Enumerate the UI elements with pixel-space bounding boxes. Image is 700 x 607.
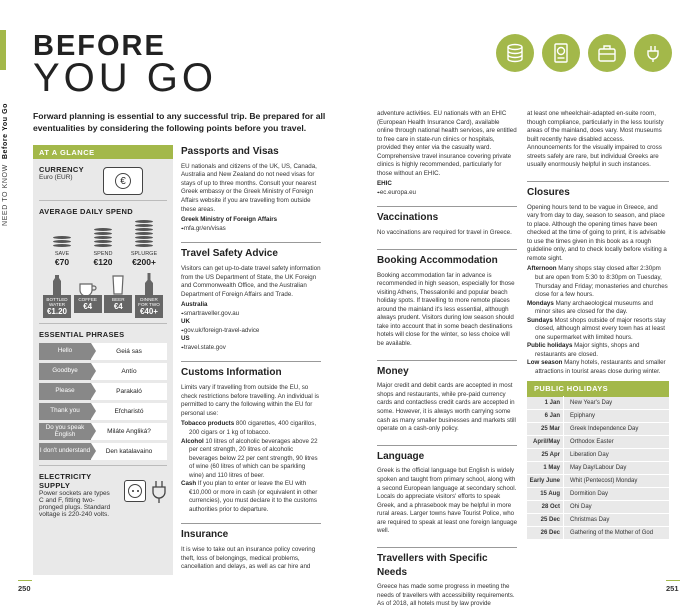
closure-label: Sundays (527, 316, 553, 324)
holiday-date: 28 Oct (541, 503, 560, 510)
cost-water (43, 273, 71, 318)
page-title-line1: BEFORE (33, 30, 166, 62)
passports-heading: Passports and Visas (181, 146, 279, 157)
closure-label: Mondays (527, 299, 554, 307)
cost-value: €4 (113, 302, 123, 312)
holiday-row (527, 410, 669, 423)
cost-label: BEER (112, 297, 125, 302)
tobacco-label: Tobacco products (181, 420, 235, 428)
money-heading: Money (377, 360, 517, 379)
two-pin-plug-icon (151, 480, 167, 518)
coin-stack-icon (125, 220, 163, 248)
spend-label: SPEND (93, 251, 113, 257)
phrase-english: Do you speak English (39, 423, 91, 440)
euro-icon: € (115, 173, 131, 189)
holiday-row (527, 488, 669, 501)
holiday-row (527, 527, 669, 540)
phrase-row (39, 383, 167, 400)
holiday-row (527, 475, 669, 488)
at-a-glance-panel (33, 145, 173, 575)
cost-row (39, 273, 167, 318)
section-prefix: NEED TO KNOW (2, 164, 9, 226)
phrase-greek: Miláte Angliká? (91, 423, 167, 440)
closure-text: Many shops stay closed after 2:30pm but are open from 5:30 to 8:30pm on Tuesday, Thursday and Friday; monasteries and churches close for a few hours. (535, 265, 668, 299)
insurance-heading: Insurance (181, 523, 321, 542)
insurance-body: It is wise to take out an insurance policy covering theft, loss of belongings, medical problems, cancellation and delays, as well as car hire and (181, 546, 316, 571)
holiday-row (527, 449, 669, 462)
phrase-english: Thank you (39, 403, 91, 420)
page-rule-left (18, 580, 32, 581)
holiday-date: 26 Dec (540, 529, 560, 536)
phrase-greek: Parakaló (91, 383, 167, 400)
closure-label: Public holidays (527, 342, 573, 350)
currency-title: CURRENCY (39, 165, 84, 174)
phrase-english: I don't understand (39, 443, 91, 460)
intro-text: Forward planning is essential to any successful trip. Be prepared for all eventualities by considering the following points before you travel. (33, 111, 326, 134)
page-title-line2: YOU GO (33, 56, 218, 100)
holiday-date: 1 May (543, 464, 560, 471)
at-a-glance-header: AT A GLANCE (33, 145, 173, 159)
safety-country: US (181, 335, 190, 343)
closure-label: Afternoon (527, 265, 557, 273)
section-tab (0, 30, 6, 70)
tobacco-text: 800 cigarettes, 400 cigarillos, 200 cigars or 1 kg of tobacco. (189, 420, 317, 436)
cost-value: €4 (83, 302, 93, 312)
phrase-list (39, 343, 167, 460)
holiday-date: 25 Dec (540, 516, 560, 523)
page-rule-right (666, 580, 680, 581)
customs-heading: Customs Information (181, 361, 321, 380)
plug-icon (634, 34, 672, 72)
holiday-date: 15 Aug (540, 490, 560, 497)
cost-label: BOTTLED WATER (46, 297, 68, 308)
spend-splurge (125, 220, 163, 267)
currency-value: Euro (EUR) (39, 174, 73, 181)
divider (39, 200, 167, 201)
phrase-row (39, 443, 167, 460)
phrase-greek: Den katalavaino (91, 443, 167, 460)
holiday-name: Gathering of the Mother of God (563, 526, 653, 539)
safety-link[interactable]: ⌖ travel.state.gov (181, 344, 321, 353)
closure-label: Low season (527, 359, 563, 367)
holiday-name: Dormition Day (563, 487, 608, 500)
water-bottle-icon (43, 273, 71, 295)
specific-needs-heading: Travellers with Specific Needs (377, 547, 517, 580)
holiday-date: Early June (529, 477, 560, 484)
vaccinations-body: No vaccinations are required for travel in Greece. (377, 229, 512, 237)
holiday-name: Orthodox Easter (563, 435, 614, 448)
spend-save (43, 236, 81, 267)
holiday-name: Epiphany (563, 409, 595, 422)
holiday-row (527, 501, 669, 514)
phrase-row (39, 363, 167, 380)
electricity-text: Power sockets are types C and F, fitting two-pronged plugs. Standard voltage is 220-240 volts. (39, 490, 111, 519)
passports-link[interactable]: ⌖ mfa.gr/en/visas (181, 225, 321, 234)
coffee-cup-icon (74, 273, 102, 295)
closure-text: Most shops outside of major resorts stay closed, although almost every town has at least one supermarket with limited hours. (535, 316, 666, 341)
electricity-section (33, 466, 173, 518)
electricity-title: ELECTRICITY SUPPLY (39, 472, 92, 491)
spend-section (33, 207, 173, 318)
holiday-row (527, 462, 669, 475)
specific-needs-body: Greece has made some progress in meeting the needs of travellers with accessibility requirements. As of 2018, all hotels must by law provide (377, 583, 515, 607)
holiday-name: Christmas Day (563, 513, 609, 526)
section-label (2, 96, 16, 226)
insurance-link[interactable]: ⌖ ec.europa.eu (377, 189, 517, 198)
holiday-name: New Year's Day (563, 396, 612, 409)
holiday-name: Greek Independence Day (563, 422, 638, 435)
safety-heading: Travel Safety Advice (181, 242, 321, 261)
spend-value: €70 (54, 257, 70, 267)
holiday-row (527, 436, 669, 449)
holiday-row (527, 514, 669, 527)
insurance-org: EHIC (377, 180, 392, 188)
phrase-greek: Efcharistó (91, 403, 167, 420)
holiday-date: 1 Jan (544, 399, 560, 406)
cost-dinner (135, 273, 163, 318)
cost-value: €40+ (139, 307, 158, 317)
alcohol-label: Alcohol (181, 437, 204, 445)
holiday-date: 6 Jan (544, 412, 560, 419)
phrase-english: Hello (39, 343, 91, 360)
column-2 (181, 145, 321, 574)
spend-value: €200+ (132, 257, 156, 267)
spend-label: SPLURGE (130, 251, 158, 257)
holiday-date: April/May (532, 438, 560, 445)
closure-text: Many archaeological museums and minor sites are closed for the day. (535, 299, 653, 316)
passports-org: Greek Ministry of Foreign Affairs (181, 216, 278, 224)
column-3 (377, 110, 517, 607)
safety-link[interactable]: ⌖ smartraveller.gov.au (181, 310, 321, 319)
banknote-icon (103, 167, 143, 195)
beer-glass-icon (104, 273, 132, 295)
spend-row (39, 220, 167, 267)
cost-label: COFFEE (78, 297, 97, 302)
coin (93, 243, 113, 248)
accommodation-body: Booking accommodation far in advance is recommended in high season, especially for those visiting Athens, Thessaloníki and popular beach holiday spots. If travelling to more remote places around the mainland it's less essential, although always prudent. Visitors during low season should take into account that in some beach destinations hotels will close for the winter, so less choice will be available. (377, 271, 515, 347)
phrase-row (39, 423, 167, 440)
vaccinations-heading: Vaccinations (377, 206, 517, 225)
coin (134, 243, 154, 248)
divider (39, 323, 167, 324)
closure-text: Many hotels, restaurants and smaller attractions in tourist areas close during winter. (535, 359, 666, 376)
power-socket-icon (124, 480, 146, 502)
language-body: Greek is the official language but English is widely spoken and taught from primary school, along with a second European language at secondary school. Locals do appreciate visitors' efforts to speak Greek, and a phrasebook may be helpful in more rural areas. Larger towns have Tourist Police, who are required to speak at least one foreign language well. (377, 467, 518, 535)
closure-text: Major sights, shops and restaurants are closed. (535, 342, 640, 358)
alcohol-text: 10 litres of alcoholic beverages above 22 per cent strength, 20 litres of alcoholic beverages below 22 per cent strength, 90 litres of wine (60 litres of which can be sparkling wine) and 110 litres of beer. (189, 437, 318, 479)
cost-value: €1.20 (46, 307, 68, 317)
phrase-row (39, 343, 167, 360)
cash-text: If you plan to enter or leave the EU with €10,000 or more in cash (or equivalent in other currencies), you must declare it to the customs authorities prior to departure. (189, 480, 318, 513)
holiday-date: 25 Mar (540, 425, 560, 432)
section-name: Before You Go (2, 102, 9, 160)
phrases-title: ESSENTIAL PHRASES (39, 330, 125, 340)
cost-beer (104, 273, 132, 318)
insurance-continued: adventure activities. EU nationals with an EHIC (European Health Insurance Card), available online through national health services, are entitled to free care in state-run clinics or hospitals, provided they enter via the casualty ward. Comprehensive travel insurance covering private clinics is highly recommended, particularly for those without an EHIC. (377, 110, 517, 177)
phrase-english: Goodbye (39, 363, 91, 380)
money-body: Major credit and debit cards are accepted in most shops and restaurants, while pre-paid currency cards and contactless credit cards are accepted in some. However, it is always worth carrying some cash as many smaller businesses and markets still operate on a cash-only policy. (377, 382, 516, 433)
holiday-name: May Day/Labour Day (563, 461, 626, 474)
coins-icon (496, 34, 534, 72)
holiday-date: 25 Apr (541, 451, 560, 458)
cost-coffee (74, 273, 102, 318)
customs-body: Limits vary if travelling from outside the EU, so check restrictions before travelling. An individual is permitted to carry the following within the EU for personal use: (181, 384, 319, 417)
luggage-icon (588, 34, 626, 72)
spend-title: AVERAGE DAILY SPEND (39, 207, 133, 216)
passport-icon (542, 34, 580, 72)
cost-label: DINNER FOR TWO (138, 297, 160, 308)
phrase-english: Please (39, 383, 91, 400)
coin-stack-icon (84, 228, 122, 248)
header-icons (496, 34, 672, 72)
accommodation-heading: Booking Accommodation (377, 249, 517, 268)
phrases-section (33, 330, 173, 339)
specific-needs-continued: at least one wheelchair-adapted en-suite room, though compliance, particularly in the less touristy areas of the mainland, does vary. Most museums built recently have disabled access. Announcements for the visually impaired to cross streets safely are rare, but individual Greeks are usually enormously helpful in such instances. (527, 110, 664, 169)
spend-value: €120 (93, 257, 113, 267)
spend-label: SAVE (54, 251, 70, 257)
spend-spend (84, 228, 122, 267)
holiday-name: Ohi Day (563, 500, 592, 513)
phrase-row (39, 403, 167, 420)
safety-country: Australia (181, 301, 208, 309)
wine-bottle-icon (135, 273, 163, 295)
public-holidays-table (527, 381, 669, 540)
safety-body: Visitors can get up-to-date travel safety information from the US Department of State, the UK Foreign and Commonwealth Office, and the Australian Department of Foreign Affairs and Trade. (181, 264, 321, 298)
public-holidays-header: PUBLIC HOLIDAYS (527, 381, 669, 397)
currency-section (33, 159, 173, 195)
closures-body: Opening hours tend to be vague in Greece, and vary from day to day, season to season, and place to place. Although the opening times have been checked at the time of going to print, it is advisable to use the times given in this book as a rough guideline only, and to check locally before visiting a remote sight. (527, 203, 667, 262)
safety-link[interactable]: ⌖ gov.uk/foreign-travel-advice (181, 327, 321, 336)
holiday-name: Liberation Day (563, 448, 609, 461)
coin-stack-icon (43, 236, 81, 248)
holiday-name: Whit (Pentecost) Monday (563, 474, 637, 487)
language-heading: Language (377, 445, 517, 464)
coin (52, 243, 72, 248)
page-number-right: 251 (666, 584, 679, 593)
column-4 (527, 110, 669, 540)
phrase-greek: Antío (91, 363, 167, 380)
cash-label: Cash (181, 480, 197, 488)
page-number-left: 250 (18, 584, 31, 593)
passports-body: EU nationals and citizens of the UK, US, Canada, Australia and New Zealand do not need visas for stays of up to three months. Consult your nearest Greek embassy or the Greek Ministry of Foreign Affairs website if you are travelling from outside these areas. (181, 162, 317, 213)
holiday-row (527, 397, 669, 410)
safety-country: UK (181, 318, 190, 326)
holiday-row (527, 423, 669, 436)
closures-heading: Closures (527, 181, 669, 200)
phrase-greek: Geiá sas (91, 343, 167, 360)
